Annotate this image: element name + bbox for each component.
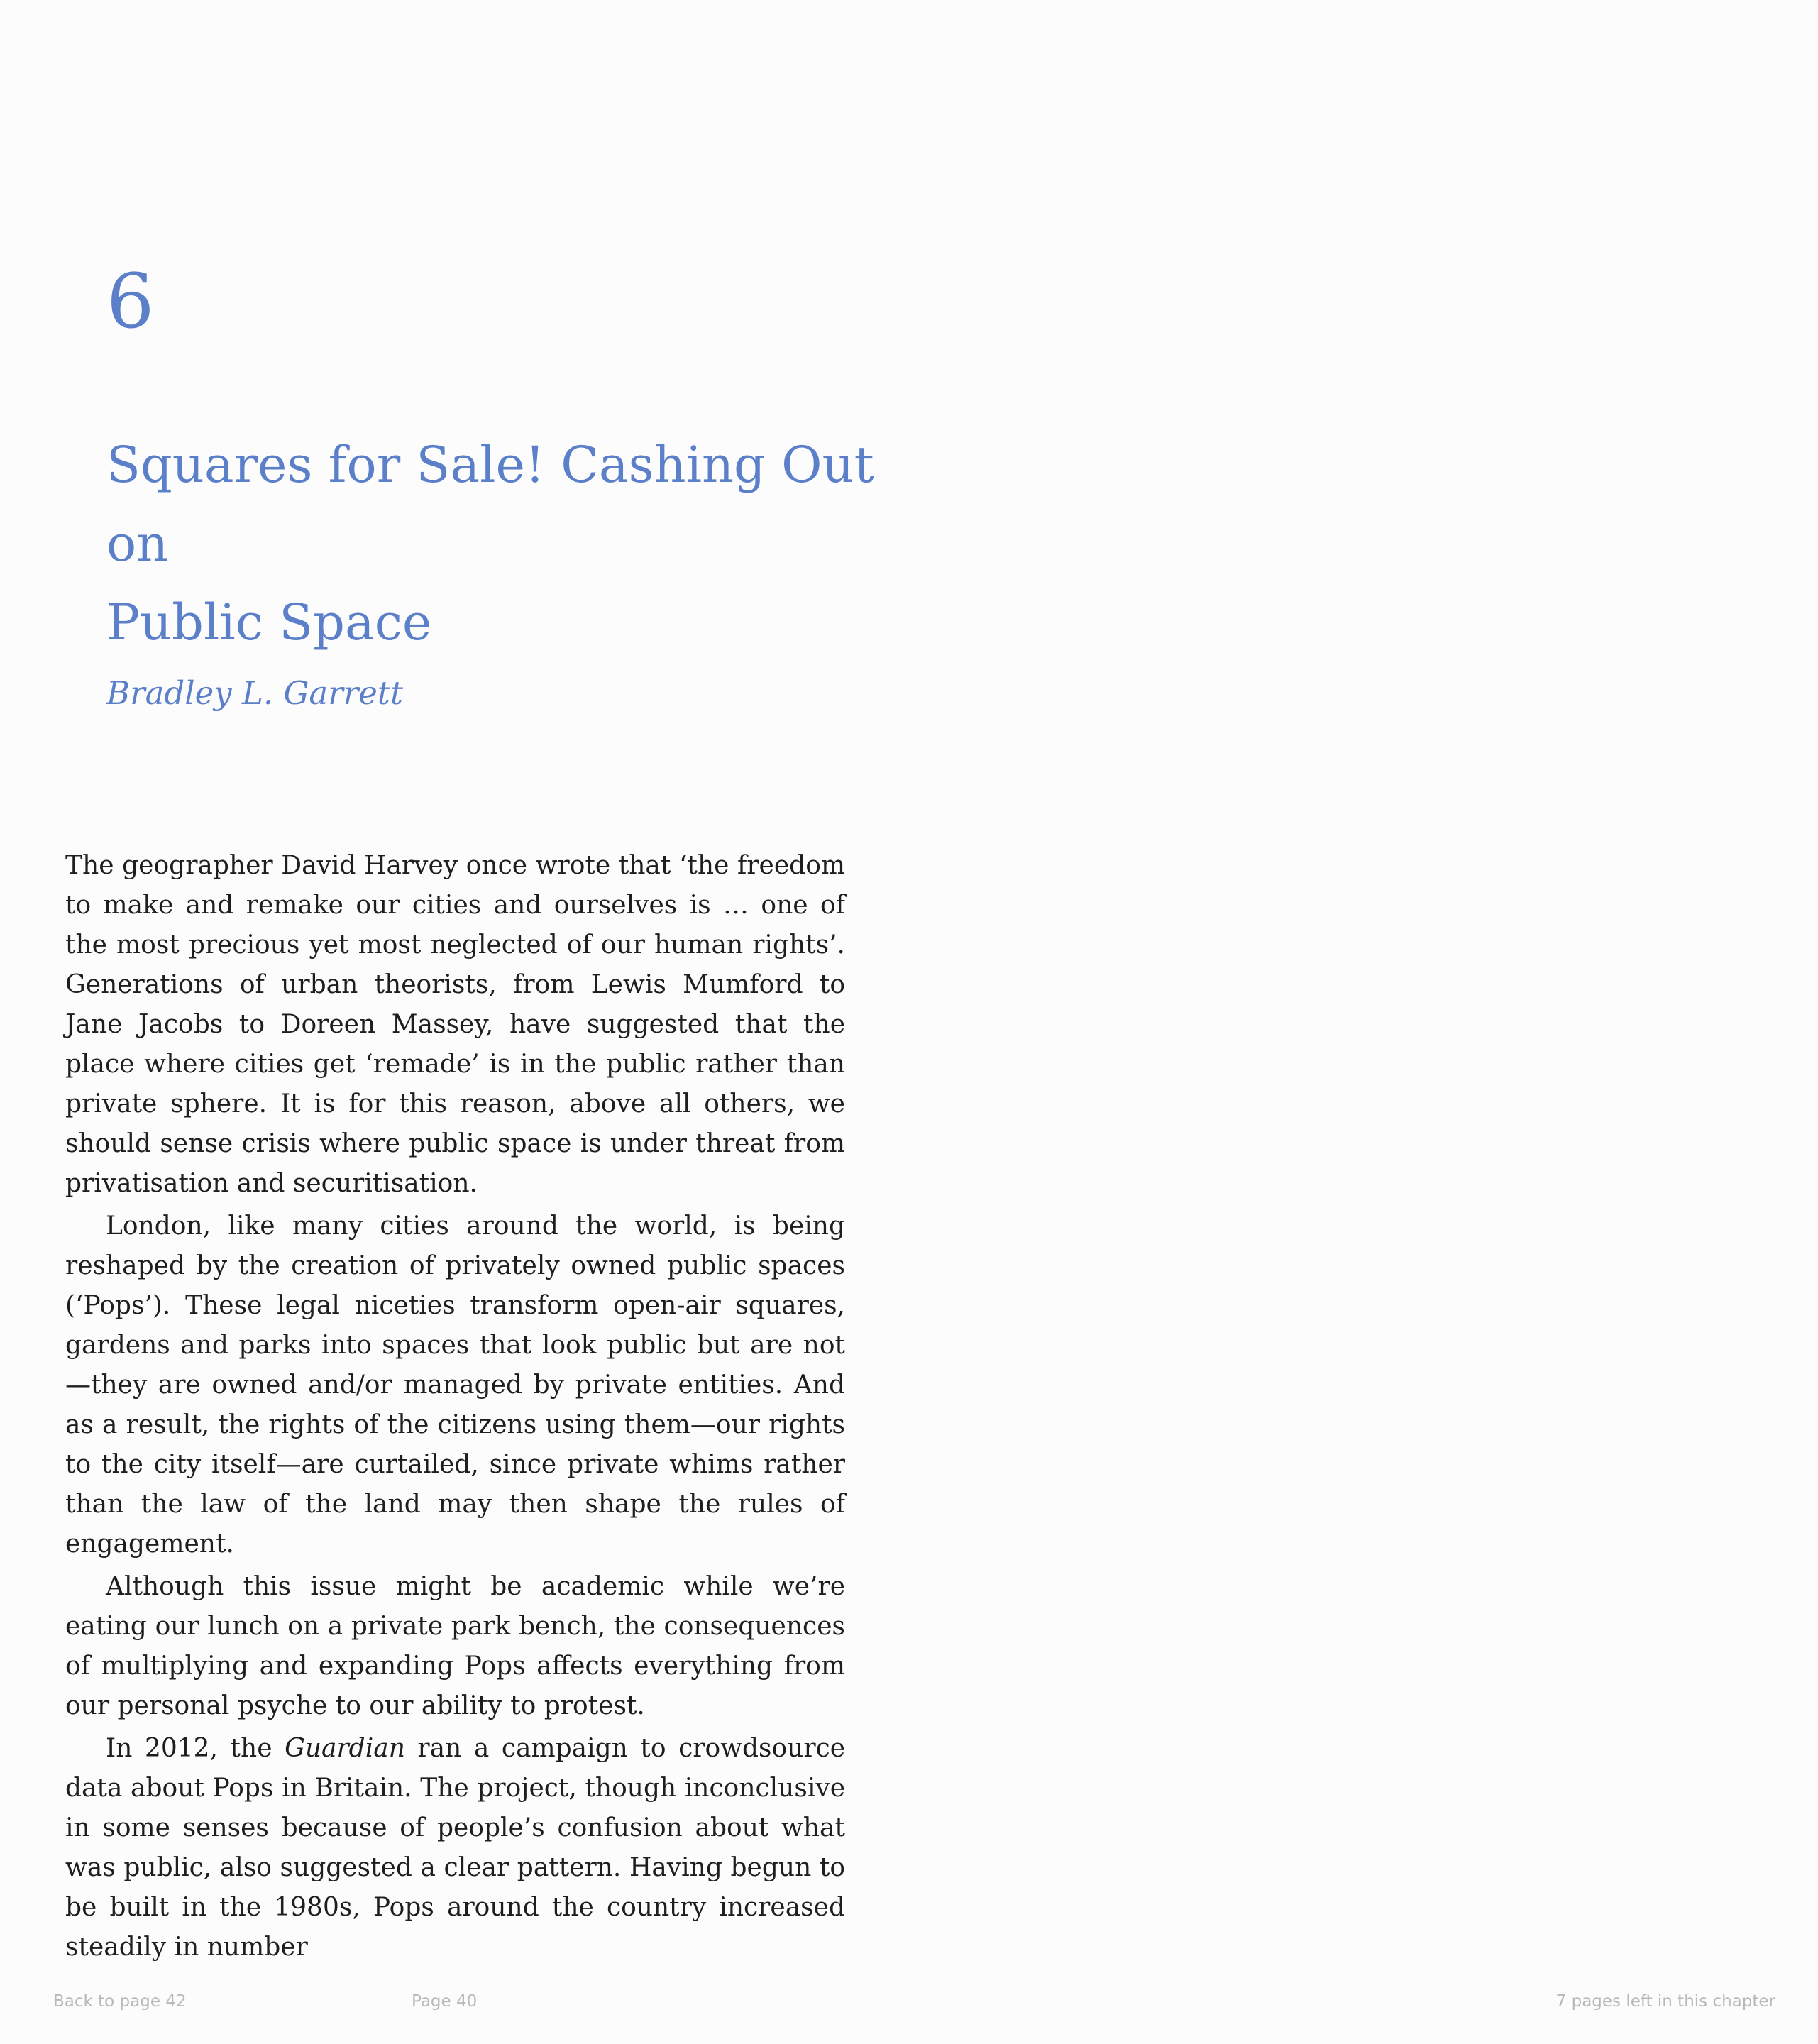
chapter-title-line: Squares for Sale! Cashing Out [106,436,874,494]
paragraph: The geographer David Harvey once wrote that ‘the freedom to make and remake our cities and ourselves is … one of the most precious yet most neglected of our human rights’. Generations of urban theorists, from Lewis Mumford to Jane Jacobs to Doreen Massey, have suggested that the place where cities get ‘remade’ is in the public rather than private sphere. It is for this reason, above all others, we should sense crisis where public space is under threat from privatisation and securitisation. [65,851,845,1198]
pages-left-in-chapter: 7 pages left in this chapter [1555,1992,1775,2011]
chapter-author: Bradley L. Garrett [106,674,404,712]
chapter-title [106,426,873,662]
chapter-title-line: on [106,515,169,573]
left-page-body [65,846,845,1970]
back-to-page-link[interactable]: Back to page 42 [53,1992,187,2011]
right-page [909,0,1818,2044]
publication-title: Guardian [285,1734,405,1763]
chapter-number: 6 [106,258,155,345]
paragraph: Although this issue might be academic while we’re eating our lunch on a private park bench, the consequences of multiplying and expanding Pops affects everything from our personal psyche to our ability to protest. [65,1572,845,1720]
paragraph: London, like many cities around the world, is being reshaped by the creation of privately owned public spaces (‘Pops’). These legal niceties transform open-air squares, gardens and parks into spaces that look public but are not—they are owned and/or managed by private entities. And as a result, the rights of the citizens using them—our rights to the city itself—are curtailed, since private whims rather than the law of the land may then shape the rules of engagement. [65,1211,845,1559]
left-page-number: Page 40 [412,1992,478,2011]
chapter-title-line: Public Space [106,593,432,652]
paragraph: In 2012, the Guardian ran a campaign to crowdsource data about Pops in Britain. The project, though inconclusive in some senses because of people’s confusion about what was public, also suggested a clear pattern. Having begun to be built in the 1980s, Pops around the country increased steadily in number [65,1734,845,1962]
